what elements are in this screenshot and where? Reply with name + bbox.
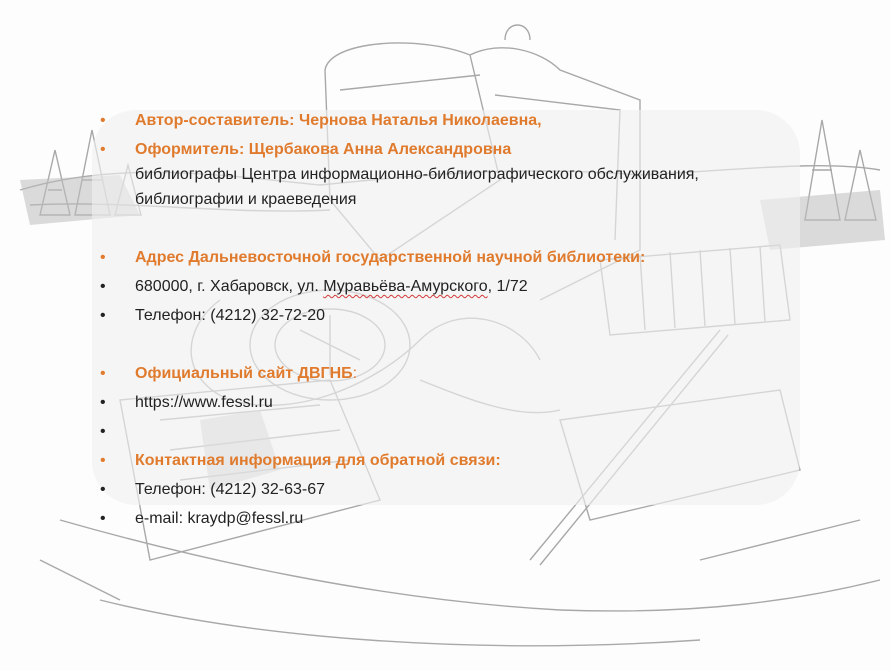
- contact-phone: Телефон: (4212) 32-63-67: [135, 481, 326, 498]
- website-heading: Официальный сайт ДВГНБ: [135, 365, 353, 382]
- website-url[interactable]: https://www.fessl.ru: [135, 394, 273, 411]
- bullet-dot: •: [100, 423, 106, 440]
- bullet-dot: •: [100, 249, 106, 266]
- address-prefix: 680000, г. Хабаровск, ул.: [135, 278, 324, 295]
- address-suffix: , 1/72: [487, 278, 528, 295]
- website-heading-wrap: [135, 362, 357, 386]
- contact-heading: Контактная информация для обратной связи:: [135, 452, 501, 469]
- bullet-dot: •: [100, 394, 106, 411]
- bullet-dot: •: [100, 307, 106, 324]
- designer-role-line-1: библиографы Центра информационно-библиографического обслуживания,: [135, 166, 699, 183]
- bullet-dot: •: [100, 452, 106, 469]
- bullet-dot: •: [100, 141, 106, 158]
- bullet-dot: •: [100, 278, 106, 295]
- street-name: Муравьёва-Амурского: [323, 278, 488, 295]
- address-heading: Адрес Дальневосточной государственной научной библиотеки:: [135, 249, 646, 266]
- website-heading-colon: :: [352, 365, 358, 382]
- bullet-dot: •: [100, 481, 106, 498]
- address-phone: Телефон: (4212) 32-72-20: [135, 307, 326, 324]
- designer-text: Оформитель: Щербакова Анна Александровна: [135, 141, 512, 158]
- bullet-dot: •: [100, 510, 106, 527]
- bullet-dot: •: [100, 112, 106, 129]
- contact-email[interactable]: e-mail: kraydp@fessl.ru: [135, 510, 304, 527]
- designer-role-line-2: библиографии и краеведения: [135, 191, 357, 208]
- address-text: [135, 275, 528, 299]
- bullet-dot: •: [100, 365, 106, 382]
- author-text: Автор-составитель: Чернова Наталья Николаевна,: [135, 112, 542, 129]
